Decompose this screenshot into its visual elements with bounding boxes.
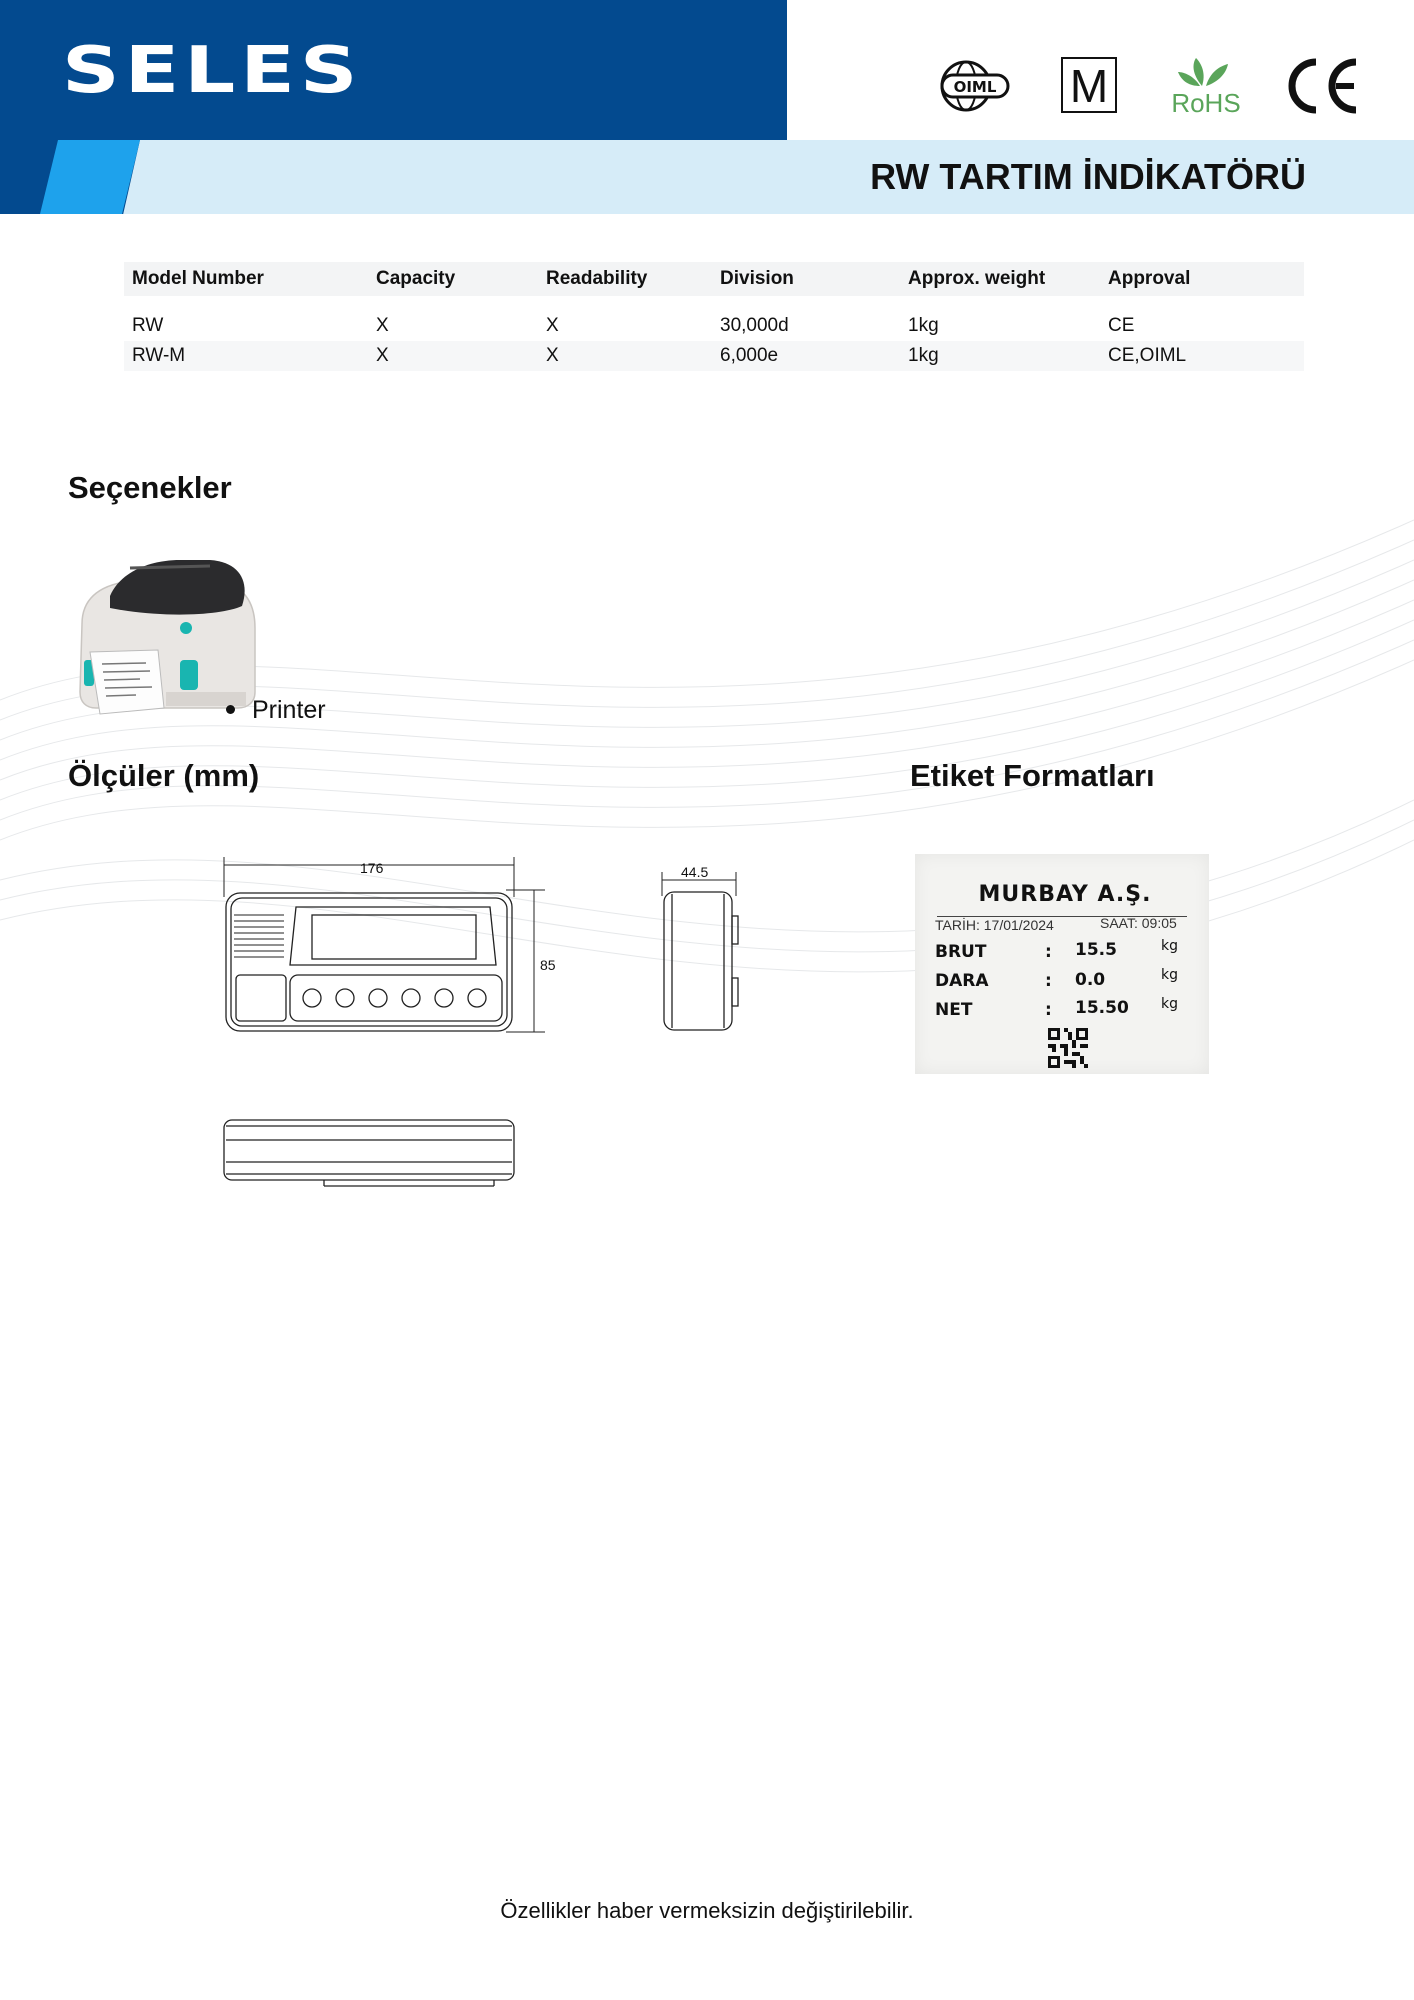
depth-dimension-label: 44.5 xyxy=(681,864,709,880)
option-item-label: Printer xyxy=(252,696,326,724)
label-row-value: 15.50 xyxy=(1075,998,1129,1018)
table-cell: X xyxy=(376,315,389,336)
label-row-sep: : xyxy=(1045,971,1052,991)
label-company: MURBAY A.Ş. xyxy=(978,882,1152,907)
label-time-caption: SAAT: xyxy=(1100,915,1138,931)
label-row-net xyxy=(935,996,1195,1026)
table-header-cell: Approx. weight xyxy=(900,262,1100,296)
oiml-icon xyxy=(930,56,1020,116)
brand-logo: SELES xyxy=(62,34,363,108)
label-row-unit: kg xyxy=(1161,938,1178,954)
bottom-view-drawing xyxy=(220,1110,520,1190)
table-cell: CE,OIML xyxy=(1100,341,1304,371)
table-cell: X xyxy=(368,341,538,371)
table-cell: X xyxy=(538,341,712,371)
table-header-cell: Readability xyxy=(538,262,712,296)
table-cell: 6,000e xyxy=(712,341,900,371)
height-dimension-label: 85 xyxy=(540,957,556,973)
table-cell: RW-M xyxy=(124,341,368,371)
label-row-unit: kg xyxy=(1161,967,1178,983)
table-header-cell: Model Number xyxy=(124,262,368,296)
option-item-printer xyxy=(226,696,326,725)
label-row-unit: kg xyxy=(1161,996,1178,1012)
label-row-value: 0.0 xyxy=(1075,970,1106,990)
table-cell: 1kg xyxy=(900,341,1100,371)
label-time xyxy=(1100,915,1177,931)
bullet-icon xyxy=(226,705,235,714)
front-view-drawing xyxy=(200,845,580,1045)
label-time-value: 09:05 xyxy=(1141,915,1177,931)
label-formats-heading: Etiket Formatları xyxy=(910,758,1155,793)
svg-text:OIML: OIML xyxy=(953,78,997,96)
table-cell: 30,000d xyxy=(720,315,789,336)
label-row-name: BRUT xyxy=(935,942,987,962)
side-view-drawing xyxy=(650,860,750,1040)
qr-code-icon xyxy=(1048,1028,1088,1068)
ce-icon xyxy=(1282,56,1362,116)
table-header-cell: Division xyxy=(712,262,900,296)
page-title: RW TARTIM İNDİKATÖRÜ xyxy=(870,156,1306,197)
label-row-brut xyxy=(935,938,1195,968)
table-header-cell: Approval xyxy=(1100,262,1304,296)
svg-text:RoHS: RoHS xyxy=(1171,88,1241,116)
spec-table xyxy=(124,262,1304,371)
svg-text:M: M xyxy=(1069,60,1109,112)
footer-note: Özellikler haber vermeksizin değiştirilebilir. xyxy=(500,1898,914,1923)
dimensions-heading: Ölçüler (mm) xyxy=(68,758,260,793)
table-cell: RW xyxy=(132,315,164,336)
table-cell: 1kg xyxy=(908,315,939,336)
m-mark-icon xyxy=(1060,56,1120,116)
table-header-row xyxy=(124,262,1304,296)
label-row-sep: : xyxy=(1045,942,1052,962)
label-row-name: DARA xyxy=(935,971,989,991)
label-date-value: 17/01/2024 xyxy=(983,917,1054,933)
table-row xyxy=(124,341,1304,371)
table-header-cell: Capacity xyxy=(368,262,538,296)
label-date-caption: TARİH: xyxy=(935,917,980,933)
label-row-name: NET xyxy=(935,1000,973,1020)
table-row xyxy=(124,296,1304,341)
table-cell: CE xyxy=(1108,315,1135,336)
label-row-sep: : xyxy=(1045,1000,1052,1020)
label-row-dara xyxy=(935,967,1195,997)
table-cell: X xyxy=(546,315,559,336)
rohs-icon xyxy=(1166,56,1246,116)
label-date xyxy=(935,917,1054,933)
options-heading: Seçenekler xyxy=(68,470,232,505)
label-row-value: 15.5 xyxy=(1075,940,1117,960)
label-sample xyxy=(915,854,1209,1074)
width-dimension-label: 176 xyxy=(360,860,384,876)
